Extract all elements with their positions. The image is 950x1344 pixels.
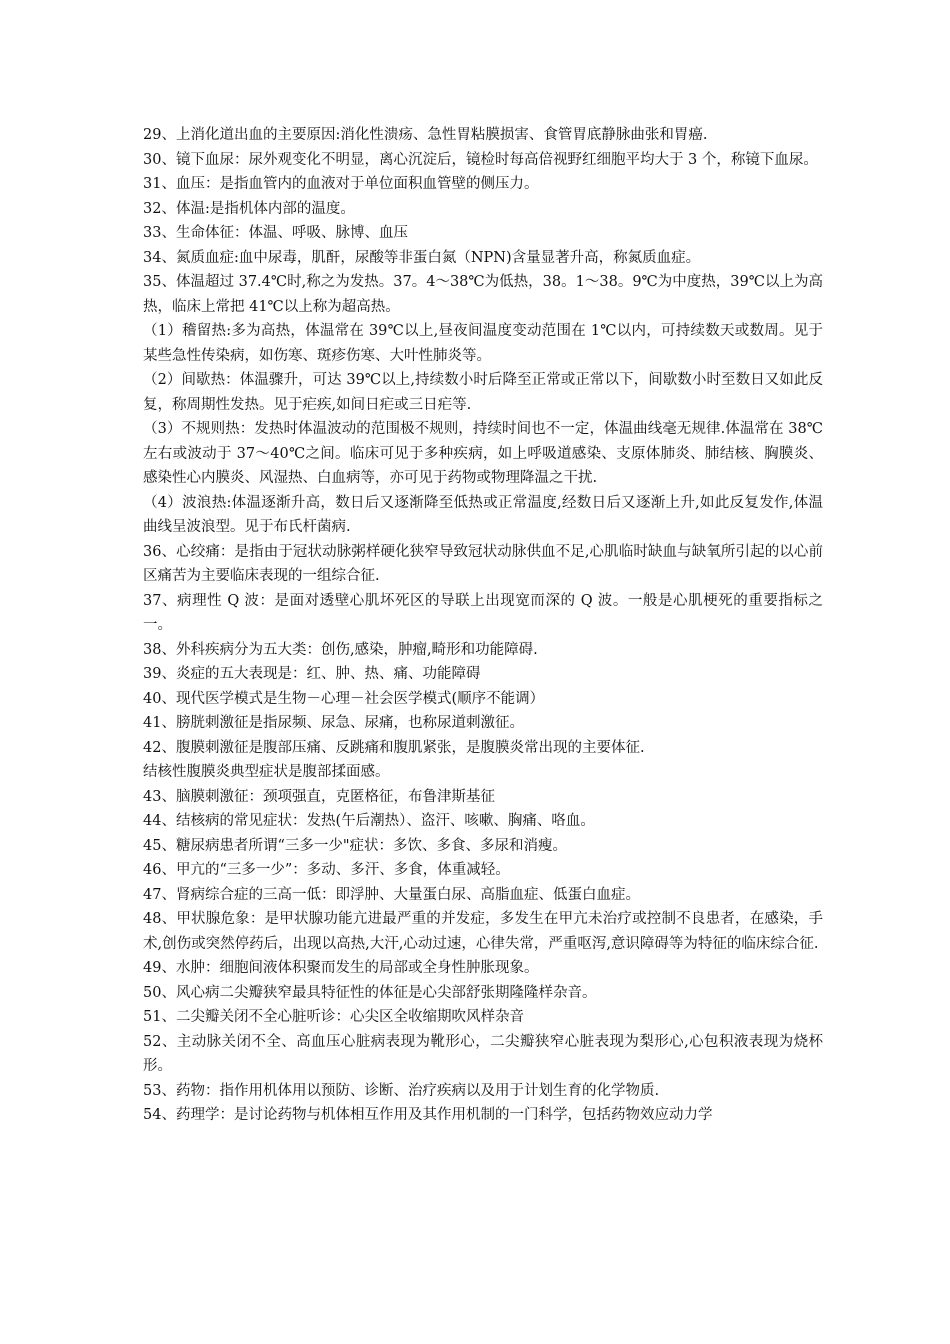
item-45: 45、糖尿病患者所谓“三多一少"症状：多饮、多食、多尿和消瘦。 xyxy=(143,837,568,854)
item-37: 37、病理性 Q 波：是面对透壁心肌坏死区的导联上出现宽而深的 Q 波。一般是心肌梗死的重要指标之一。 xyxy=(143,592,823,633)
item-46: 46、甲亢的“三多一少”：多动、多汗、多食，体重减轻。 xyxy=(143,862,510,878)
document-body xyxy=(143,123,823,1128)
item-35-1: （1）稽留热:多为高热，体温常在 39℃以上,昼夜间温度变动范围在 1℃以内，可持续数天或数周。见于某些急性传染病，如伤寒、斑疹伤寒、大叶性肺炎等。 xyxy=(143,323,823,364)
item-53: 53、药物：指作用机体用以预防、诊断、治疗疾病以及用于计划生育的化学物质. xyxy=(143,1082,660,1099)
item-35-2: （2）间歇热：体温骤升，可达 39℃以上,持续数小时后降至正常或正常以下，间歇数小时至数日又如此反复，称周期性发热。见于疟疾,如间日疟或三日疟等. xyxy=(143,372,823,413)
item-43: 43、脑膜刺激征：颈项强直，克匿格征，布鲁津斯基征 xyxy=(143,788,495,805)
item-39: 39、炎症的五大表现是：红、肿、热、痛、功能障碍 xyxy=(143,666,481,682)
item-42: 42、腹膜刺激征是腹部压痛、反跳痛和腹肌紧张，是腹膜炎常出现的主要体征. xyxy=(143,739,645,756)
item-54: 54、药理学：是讨论药物与机体相互作用及其作用机制的一门科学，包括药物效应动力学 xyxy=(143,1107,713,1123)
item-31: 31、血压：是指血管内的血液对于单位面积血管壁的侧压力。 xyxy=(143,176,539,192)
item-42-note: 结核性腹膜炎典型症状是腹部揉面感。 xyxy=(143,764,390,780)
item-36: 36、心绞痛：是指由于冠状动脉粥样硬化狭窄导致冠状动脉供血不足,心肌临时缺血与缺氧所引起的以心前区痛苦为主要临床表现的一组综合征. xyxy=(143,543,823,584)
item-35: 35、体温超过 37.4℃时,称之为发热。37。4～38℃为低热，38。1～38。9℃为中度热，39℃以上为高热，临床上常把 41℃以上称为超高热。 xyxy=(143,274,823,315)
item-33: 33、生命体征：体温、呼吸、脉博、血压 xyxy=(143,225,408,241)
item-50: 50、风心病二尖瓣狭窄最具特征性的体征是心尖部舒张期隆隆样杂音。 xyxy=(143,984,597,1001)
item-47: 47、肾病综合症的三高一低：即浮肿、大量蛋白尿、高脂血症、低蛋白血症。 xyxy=(143,886,640,903)
item-35-3: （3）不规则热：发热时体温波动的范围极不规则，持续时间也不一定，体温曲线毫无规律.体温常在 38℃左右或波动于 37～40℃之间。临床可见于多种疾病，如上呼吸道感染、支原体肺炎、肺结核、胸膜炎、感染性心内膜炎、风湿热、白血病等，亦可见于药物或物理降温之干扰. xyxy=(143,421,823,486)
item-34: 34、氮质血症:血中尿毒，肌酐，尿酸等非蛋白氮（NPN)含量显著升高，称氮质血症。 xyxy=(143,249,701,266)
item-49: 49、水肿：细胞间液体积聚而发生的局部或全身性肿胀现象。 xyxy=(143,960,539,976)
item-51: 51、二尖瓣关闭不全心脏听诊：心尖区全收缩期吹风样杂音 xyxy=(143,1009,524,1025)
item-48: 48、甲状腺危象：是甲状腺功能亢进最严重的并发症，多发生在甲亢未治疗或控制不良患者，在感染，手术,创伤或突然停药后，出现以高热,大汗,心动过速，心律失常，严重呕泻,意识障碍等为特征的临床综合征. xyxy=(143,911,823,952)
item-40: 40、现代医学模式是生物－心理－社会医学模式(顺序不能调） xyxy=(143,690,545,707)
item-38: 38、外科疾病分为五大类：创伤,感染，肿瘤,畸形和功能障碍. xyxy=(143,641,538,658)
item-29: 29、上消化道出血的主要原因:消化性溃疡、急性胃粘膜损害、食管胃底静脉曲张和胃癌. xyxy=(143,127,708,143)
item-35-4: （4）波浪热:体温逐渐升高，数日后又逐渐降至低热或正常温度,经数日后又逐渐上升,如此反复发作,体温曲线呈波浪型。见于布氏杆菌病. xyxy=(143,494,823,535)
item-52: 52、主动脉关闭不全、高血压心脏病表现为靴形心，二尖瓣狭窄心脏表现为梨形心,心包积液表现为烧杯形。 xyxy=(143,1033,823,1074)
item-44: 44、结核病的常见症状：发热(午后潮热）、盗汗、咳嗽、胸痛、咯血。 xyxy=(143,813,595,829)
item-41: 41、膀胱刺激征是指尿频、尿急、尿痛，也称尿道刺激征。 xyxy=(143,715,524,731)
item-32: 32、体温:是指机体内部的温度。 xyxy=(143,200,355,217)
item-30: 30、镜下血尿：尿外观变化不明显，离心沉淀后，镜检时每高倍视野红细胞平均大于 3 个，称镜下血尿。 xyxy=(143,151,818,168)
